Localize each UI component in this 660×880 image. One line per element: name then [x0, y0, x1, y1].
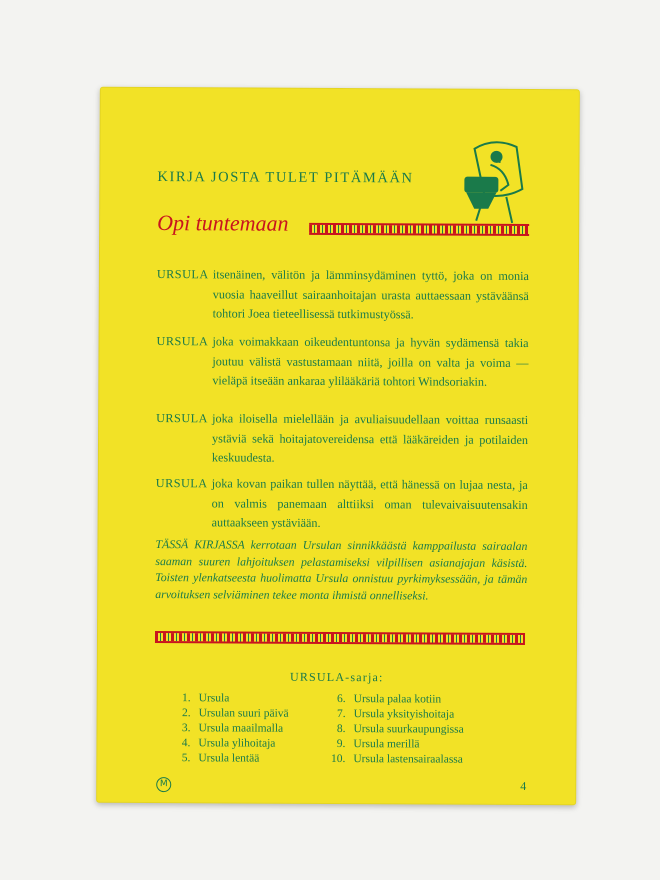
- paragraph-4: [156, 474, 528, 534]
- subtitle: Opi tuntemaan: [157, 210, 289, 236]
- series-item-number: 4.: [181, 737, 191, 750]
- series-item: [166, 736, 288, 752]
- series-item-title: Ursula lentää: [198, 752, 260, 765]
- paragraph-text: itsenäinen, välitön ja lämminsydäminen tyttö, joka on monia vuosia haaveillut sairaanhoitajan urasta auttaessaan ystäväänsä tohtori Joea tieteellisessä tutkimustyössä.: [212, 267, 529, 322]
- series-item: [322, 692, 464, 708]
- woman-reading-illustration: [444, 129, 545, 230]
- series-list-right: [321, 692, 464, 768]
- series-item: [321, 737, 463, 753]
- series-item-title: Ursula maailmalla: [198, 722, 284, 735]
- series-item-number: 9.: [336, 737, 346, 751]
- paragraph-lead: URSULA: [156, 267, 209, 282]
- series-item-title: Ursula yksityishoitaja: [353, 708, 455, 721]
- series-item: [166, 751, 288, 767]
- series-item-number: 2.: [181, 707, 191, 720]
- series-item-title: Ursula: [198, 692, 230, 705]
- paragraph-lead: URSULA: [155, 476, 208, 491]
- series-item: [322, 707, 464, 723]
- paragraph-2: [156, 332, 528, 392]
- decorative-border-top: [309, 223, 529, 236]
- series-item: [321, 722, 463, 738]
- series-item: [321, 752, 463, 768]
- series-item: [167, 691, 289, 707]
- paragraph-lead: URSULA: [156, 411, 208, 426]
- book-summary: TÄSSÄ KIRJASSA kerrotaan Ursulan sinnikkäästä kamppailusta sairaalan saaman suuren lahjoituksen pelastamiseksi vilpillisen asianajajan käsistä. Toisten ylenkatseesta huolimatta Ursula onnistuu pyrkimyksessään, ja tämän arvoituksen selviäminen tekee monta ihmistä onnelliseksi.: [155, 537, 528, 602]
- series-item-number: 6.: [337, 692, 346, 706]
- series-item-title: Ursula suurkaupungissa: [353, 723, 464, 736]
- series-item-number: 3.: [181, 722, 191, 735]
- series-list-left: [166, 691, 288, 767]
- header-title: KIRJA JOSTA TULET PITÄMÄÄN: [157, 169, 414, 187]
- series-item-number: 10.: [330, 752, 346, 766]
- paragraph-text: joka iloisella mielellään ja avuliaisuudellaan voittaa runsaasti ystäviä sekä hoitajatovereidensa että lääkäreiden ja potilaiden keskuudesta.: [211, 411, 529, 465]
- series-item-number: 7.: [336, 707, 346, 721]
- series-item-title: Ursula palaa kotiin: [353, 693, 442, 706]
- page-number: 4: [520, 778, 527, 793]
- paragraph-1: [157, 265, 529, 325]
- series-item-title: Ursula merillä: [353, 738, 420, 751]
- series-item-number: 5.: [181, 752, 191, 765]
- book-back-cover: [96, 87, 580, 806]
- paragraph-text: joka voimakkaan oikeudentuntonsa ja hyvän sydämensä takia joutuu välistä vastustamaan niitä, joilla on valta ja voima — vieläpä itseään ankaraa ylilääkäriä tohtori Windsoriakin.: [212, 334, 529, 389]
- series-heading: URSULA-sarja:: [289, 669, 384, 685]
- series-item: [167, 706, 289, 722]
- series-item-number: 8.: [336, 722, 346, 736]
- publisher-logo: M: [156, 777, 171, 792]
- paragraph-lead: URSULA: [156, 334, 209, 349]
- series-item-title: Ursula lastensairaalassa: [353, 753, 463, 766]
- series-item: [166, 721, 288, 737]
- series-item-title: Ursulan suuri päivä: [198, 707, 289, 720]
- decorative-border-bottom: [155, 631, 525, 645]
- paragraph-text: joka kovan paikan tullen näyttää, että hänessä on lujaa nesta, ja on valmis panemaan alttiiksi oman tulevaivaisuutensakin auttaakseen ystäviään.: [211, 476, 528, 530]
- paragraph-3: [156, 409, 528, 469]
- series-item-number: 1.: [182, 692, 191, 705]
- series-item-title: Ursula ylihoitaja: [198, 737, 276, 750]
